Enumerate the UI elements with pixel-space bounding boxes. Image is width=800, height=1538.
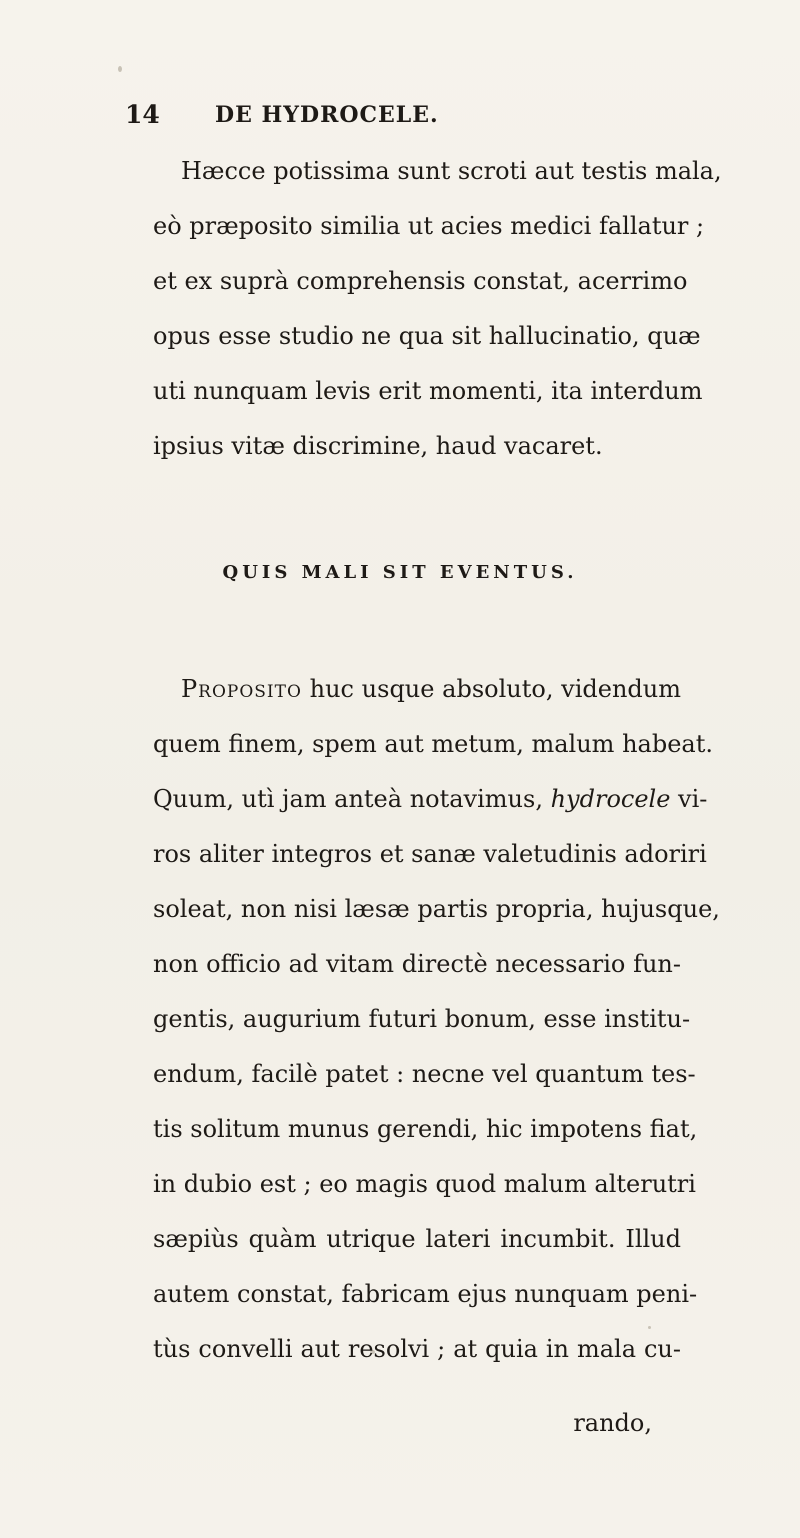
text-line: ipsius vitæ discrimine, haud vacaret. xyxy=(153,432,603,460)
page-header xyxy=(0,100,800,140)
text-line: Hæcce potissima sunt scroti aut testis mala, xyxy=(181,157,722,185)
text-line xyxy=(153,772,708,827)
page-number: 14 xyxy=(125,100,160,129)
lead-word: Proposito xyxy=(181,675,302,703)
paper-fleck xyxy=(118,66,122,72)
text-line: tis solitum munus gerendi, hic impotens fiat, xyxy=(153,1115,698,1143)
text-line: tùs convelli aut resolvi ; at quia in mala cu- xyxy=(153,1335,681,1363)
running-head: DE HYDROCELE. xyxy=(215,102,439,128)
text-line: opus esse studio ne qua sit hallucinatio, quæ xyxy=(153,322,701,350)
text-line: ros aliter integros et sanæ valetudinis adoriri xyxy=(153,840,707,868)
text-line: endum, facilè patet : necne vel quantum tes- xyxy=(153,1060,696,1088)
text-line xyxy=(153,662,681,717)
text-line: in dubio est ; eo magis quod malum alterutri xyxy=(153,1170,696,1198)
text-fragment: vi- xyxy=(670,785,708,813)
text-line: uti nunquam levis erit momenti, ita interdum xyxy=(153,377,703,405)
text-line: gentis, augurium futuri bonum, esse institu- xyxy=(153,1005,691,1033)
paragraph-1 xyxy=(153,144,722,474)
text-line: non officio ad vitam directè necessario fun- xyxy=(153,950,681,978)
section-heading: QUIS MALI SIT EVENTUS. xyxy=(222,562,578,583)
text-line: sæpiùs quàm utrique lateri incumbit. Illud xyxy=(153,1225,681,1253)
text-line: soleat, non nisi læsæ partis propria, hujusque, xyxy=(153,895,720,923)
text-line: quem finem, spem aut metum, malum habeat. xyxy=(153,730,713,758)
emphasis-term: hydrocele xyxy=(550,785,671,813)
text-line: et ex suprà comprehensis constat, acerrimo xyxy=(153,267,688,295)
paragraph-2 xyxy=(153,662,720,1377)
text-line: autem constat, fabricam ejus nunquam peni- xyxy=(153,1280,698,1308)
text-fragment: huc usque absoluto, videndum xyxy=(301,675,681,703)
catchword: rando, xyxy=(573,1409,652,1437)
text-fragment: Quum, utì jam anteà notavimus, xyxy=(153,785,551,813)
text-line: eò præposito similia ut acies medici fallatur ; xyxy=(153,212,705,240)
